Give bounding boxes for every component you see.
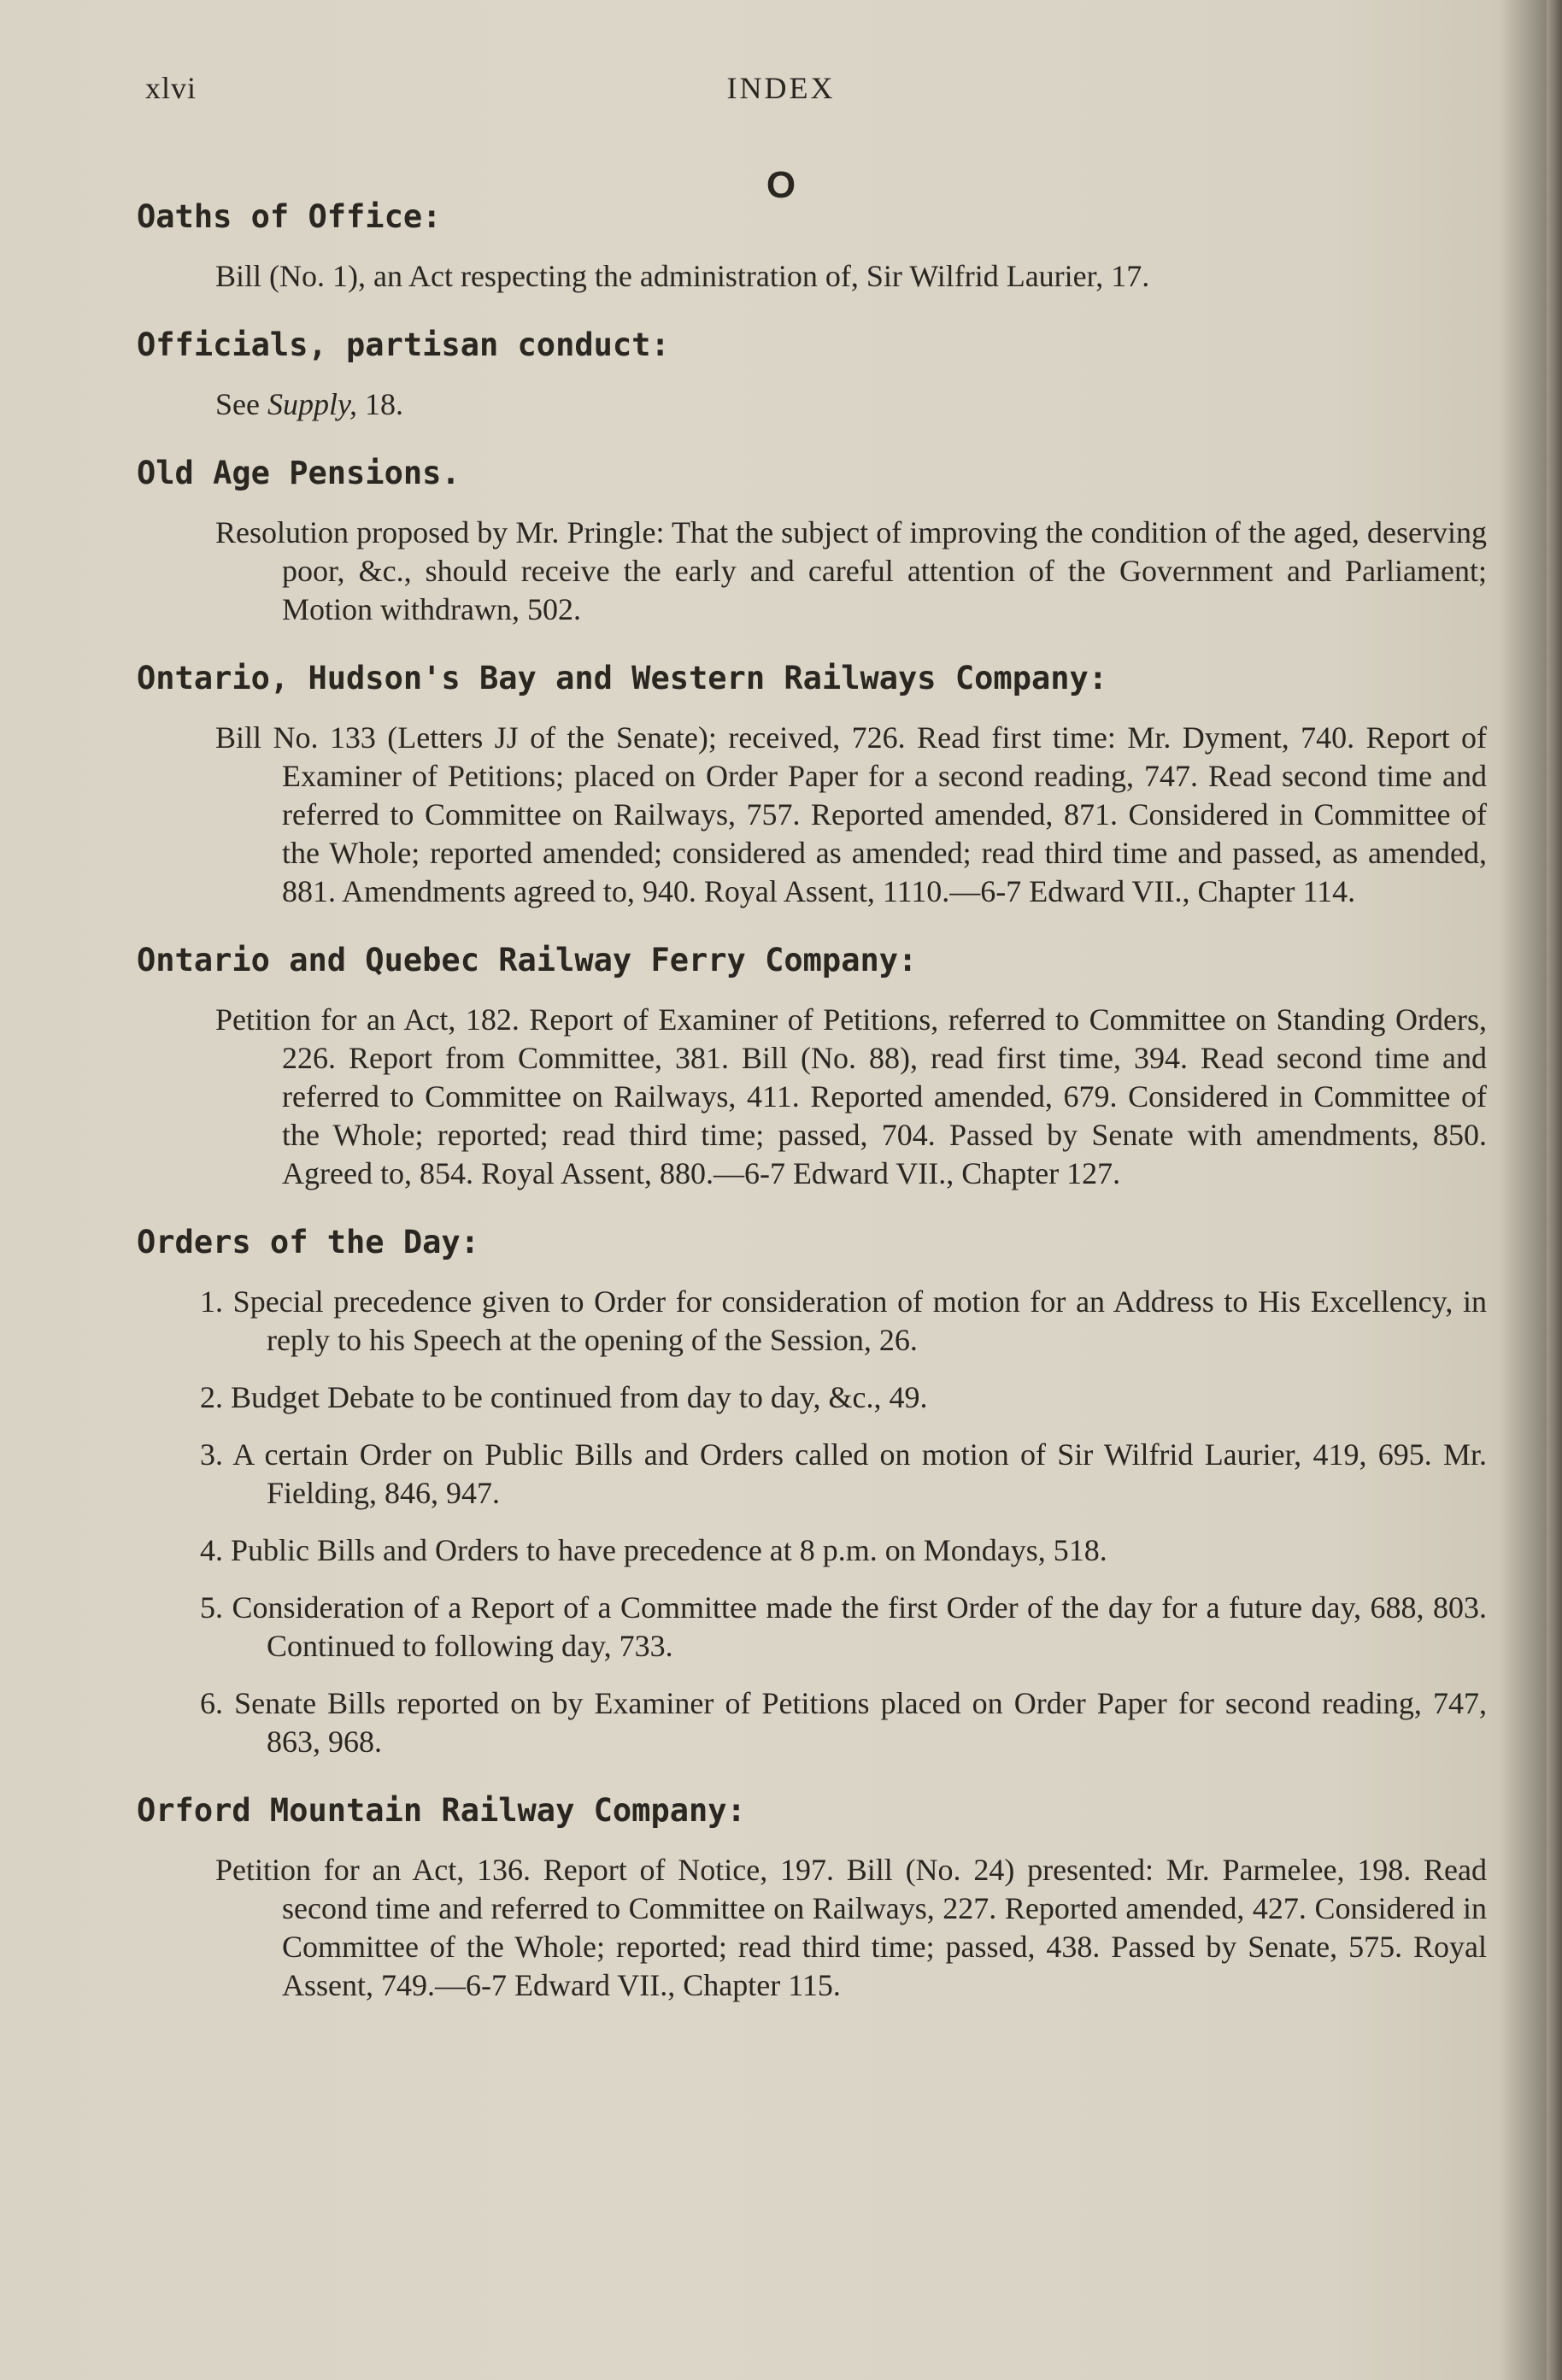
see-prefix: See	[215, 387, 260, 421]
entry-heading: Ontario, Hudson's Bay and Western Railways Company:	[137, 660, 1108, 696]
index-entry-orders-of-the-day	[137, 1224, 1487, 1761]
entry-body	[215, 385, 1487, 424]
page-reference: 18.	[364, 387, 403, 421]
entry-body: Resolution proposed by Mr. Pringle: That the subject of improving the condition of the aged, deserving poor, &c., should receive the early and careful attention of the Government and Parliament; Motion withdrawn, 502.	[215, 515, 1487, 626]
list-item: 2. Budget Debate to be continued from day to day, &c., 49.	[200, 1380, 928, 1414]
entry-heading: Oaths of Office:	[137, 198, 442, 235]
entry-heading: Orford Mountain Railway Company:	[137, 1792, 746, 1829]
index-entry-old-age-pensions	[137, 455, 1487, 629]
list-item: 3. A certain Order on Public Bills and Orders called on motion of Sir Wilfrid Laurier, 419, 695. Mr. Fielding, 846, 947.	[200, 1437, 1487, 1510]
entry-heading: Old Age Pensions.	[137, 455, 461, 491]
index-entries	[137, 198, 1487, 2036]
entry-heading: Orders of the Day:	[137, 1224, 479, 1261]
running-head-text: INDEX	[726, 71, 836, 105]
page-number: xlvi	[145, 71, 197, 105]
index-entry-oaths-of-office	[137, 198, 1487, 296]
section-letter-text: O	[766, 164, 796, 206]
index-entry-ontario-quebec-railway-ferry	[137, 942, 1487, 1193]
entry-body: Bill (No. 1), an Act respecting the administration of, Sir Wilfrid Laurier, 17.	[215, 259, 1150, 293]
list-item: 5. Consideration of a Report of a Committee made the first Order of the day for a future day, 688, 803. Continued to following day, 733.	[200, 1590, 1487, 1663]
list-item: 6. Senate Bills reported on by Examiner of Petitions placed on Order Paper for second reading, 747, 863, 968.	[200, 1686, 1487, 1759]
entry-heading: Ontario and Quebec Railway Ferry Company:	[137, 942, 918, 978]
entry-body: Bill No. 133 (Letters JJ of the Senate); received, 726. Read first time: Mr. Dyment, 740. Report of Examiner of Petitions; placed on Order Paper for a second reading, 747. Read second time and referred to Committee on Railways, 757. Reported amended, 871. Considered in Committee of the Whole; reported amended; considered as amended; read third time and passed, as amended, 881. Amendments agreed to, 940. Royal Assent, 1110.—6-7 Edward VII., Chapter 114.	[215, 720, 1487, 908]
list-item: 1. Special precedence given to Order for consideration of motion for an Address to His Excellency, in reply to his Speech at the opening of the Session, 26.	[200, 1284, 1487, 1357]
entry-body: Petition for an Act, 182. Report of Examiner of Petitions, referred to Committee on Standing Orders, 226. Report from Committee, 381. Bill (No. 88), read first time, 394. Read second time and referred to Committee on Railways, 411. Reported amended, 679. Considered in Committee of the Whole; reported; read third time; passed, 704. Passed by Senate with amendments, 850. Agreed to, 854. Royal Assent, 880.—6-7 Edward VII., Chapter 127.	[215, 1002, 1487, 1190]
entry-body: Petition for an Act, 136. Report of Notice, 197. Bill (No. 24) presented: Mr. Parmelee, 198. Read second time and referred to Committee on Railways, 227. Reported amended, 427. Considered in Committee of the Whole; reported; read third time; passed, 438. Passed by Senate, 575. Royal Assent, 749.—6-7 Edward VII., Chapter 115.	[215, 1853, 1487, 2002]
entry-heading: Officials, partisan conduct:	[137, 326, 670, 363]
index-entry-officials-partisan-conduct	[137, 326, 1487, 424]
cross-reference: Supply,	[267, 387, 357, 421]
running-head	[0, 70, 1562, 106]
index-entry-orford-mountain-railway	[137, 1792, 1487, 2005]
index-entry-ontario-hudsons-bay-railways	[137, 660, 1487, 911]
page-edge-shadow	[1547, 0, 1562, 2380]
list-item: 4. Public Bills and Orders to have precedence at 8 p.m. on Mondays, 518.	[200, 1533, 1107, 1567]
